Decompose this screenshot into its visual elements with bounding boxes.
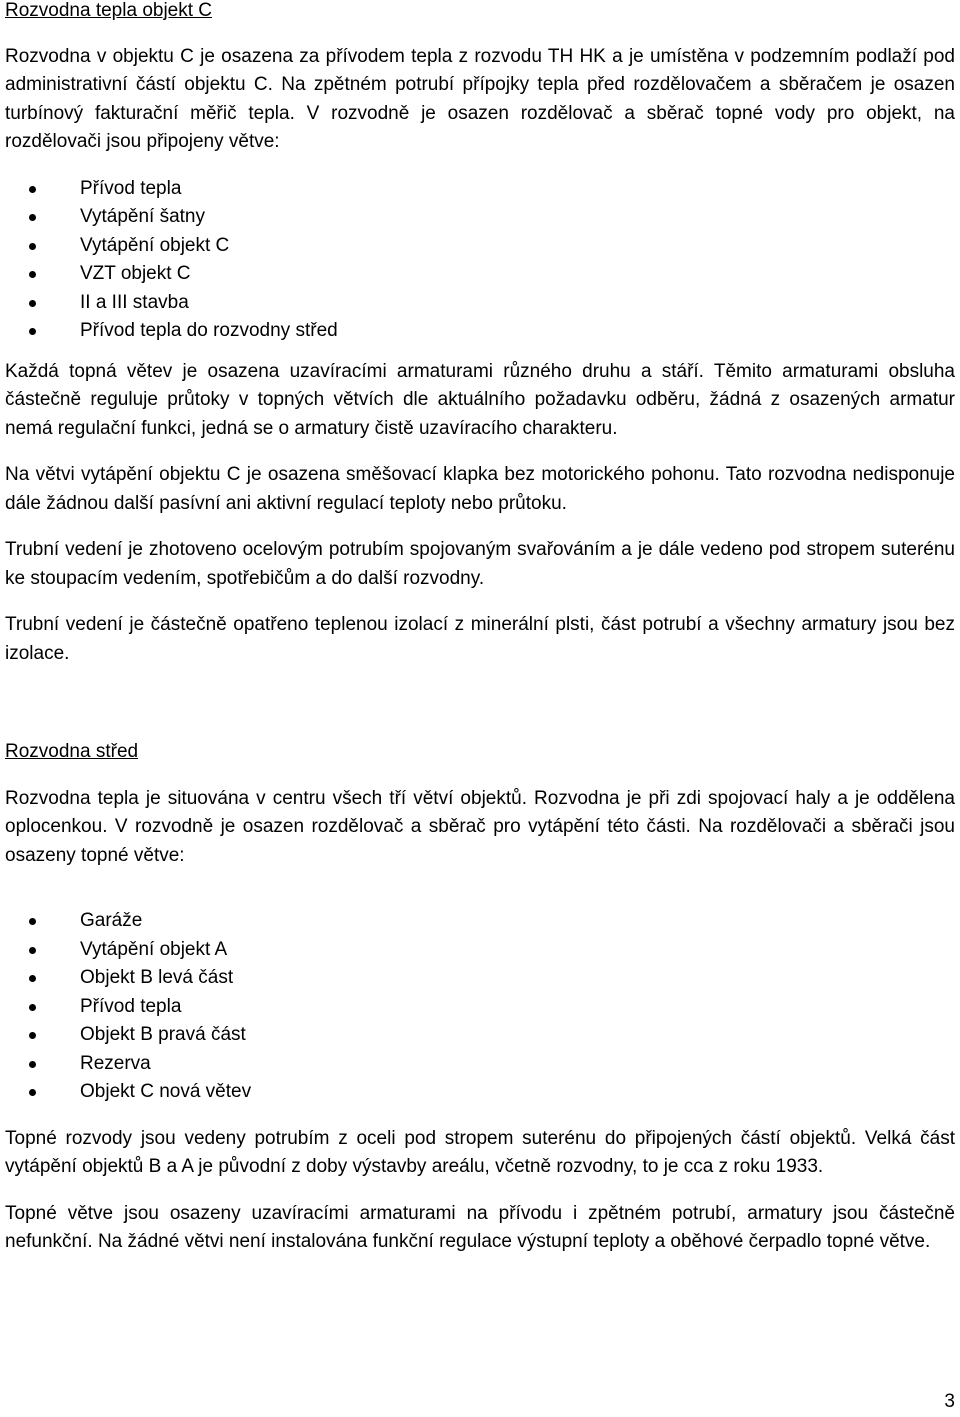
- list-item: VZT objekt C: [5, 260, 955, 289]
- list-item: Vytápění objekt C: [5, 232, 955, 261]
- paragraph-c-intro: Rozvodna v objektu C je osazena za přívodem tepla z rozvodu TH HK a je umístěna v podzemním podlaží pod administrativní částí objektu C. Na zpětném potrubí přípojky tepla před rozdělovačem a sběračem je osazen turbínový fakturační měřič tepla. V rozvodně je osazen rozdělovač a sběrač topné vody pro objekt, na rozdělovači jsou připojeny větve:: [5, 45, 955, 152]
- paragraph-c-4: Trubní vedení je částečně opatřeno teplenou izolací z minerální plsti, část potrubí a všechny armatury jsou bez izolace.: [5, 614, 955, 664]
- paragraph-stred-intro: Rozvodna tepla je situována v centru všech tří větví objektů. Rozvodna je při zdi spojovací haly a je oddělena oplocenkou. V rozvodně je osazen rozdělovač a sběrač pro vytápění této části. Na rozdělovači a sběrači jsou osazeny topné větve:: [5, 787, 955, 866]
- list-item: Rezerva: [5, 1050, 955, 1079]
- document-page: [5, 0, 955, 1257]
- paragraph-c-1: Každá topná větev je osazena uzavíracími armaturami různého druhu a stáří. Těmito armaturami obsluha částečně reguluje průtoky v topných větvích dle aktuálního požadavku odběru, žádná z osazených armatur nemá regulační funkci, jedná se o armatury čistě uzavíracího charakteru.: [5, 360, 955, 439]
- list-item: Vytápění šatny: [5, 203, 955, 232]
- list-item: Objekt C nová větev: [5, 1078, 955, 1107]
- branch-list-stred: [5, 907, 955, 1107]
- section-heading-rozvodna-stred: Rozvodna střed: [5, 741, 139, 762]
- list-item: Přívod tepla: [5, 175, 955, 204]
- list-item: Objekt B pravá část: [5, 1021, 955, 1050]
- list-item: Garáže: [5, 907, 955, 936]
- paragraph-c-2: Na větvi vytápění objektu C je osazena směšovací klapka bez motorického pohonu. Tato rozvodna nedisponuje dále žádnou další pasívní ani aktivní regulací teploty nebo průtoku.: [5, 464, 955, 514]
- page-number: 3: [944, 1391, 955, 1412]
- list-item: Přívod tepla: [5, 993, 955, 1022]
- branch-list-c: [5, 175, 955, 346]
- paragraph-stred-1: Topné rozvody jsou vedeny potrubím z oceli pod stropem suterénu do připojených částí objektů. Velká část vytápění objektů B a A je původní z doby výstavby areálu, včetně rozvodny, to je cca z roku 1933.: [5, 1127, 955, 1177]
- list-item: Vytápění objekt A: [5, 936, 955, 965]
- paragraph-c-3: Trubní vedení je zhotoveno ocelovým potrubím spojovaným svařováním a je dále vedeno pod stropem suterénu ke stoupacím vedením, spotřebičům a do další rozvodny.: [5, 539, 955, 589]
- list-item: Objekt B levá část: [5, 964, 955, 993]
- list-item: Přívod tepla do rozvodny střed: [5, 317, 955, 346]
- section-heading-rozvodna-c: Rozvodna tepla objekt C: [5, 0, 213, 21]
- paragraph-stred-2: Topné větve jsou osazeny uzavíracími armaturami na přívodu i zpětném potrubí, armatury jsou částečně nefunkční. Na žádné větvi není instalována funkční regulace výstupní teploty a oběhové čerpadlo topné větve.: [5, 1202, 955, 1252]
- list-item: II a III stavba: [5, 289, 955, 318]
